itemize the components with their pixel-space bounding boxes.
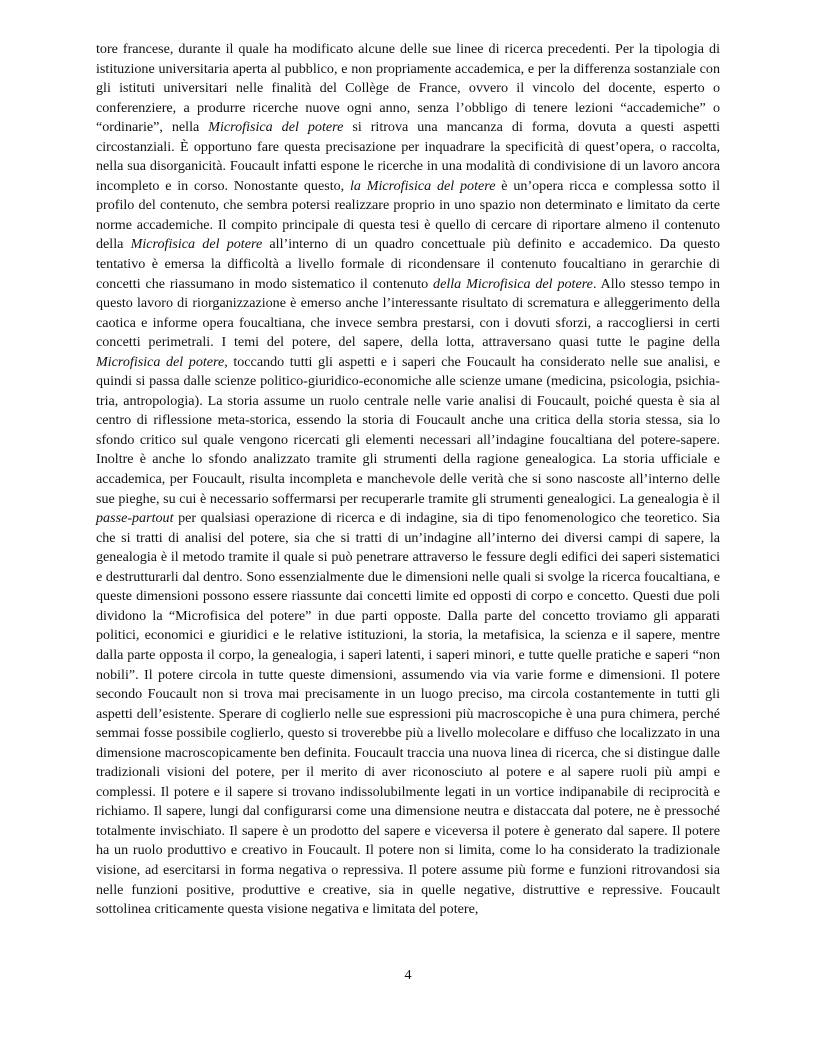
text-segment: si ritrova una mancanza di forma, dovuta a questi aspetti circostanziali. È opportuno fare questa precisazione per inquadrare la specificità di quest’opera, o raccolta, nella sua disorganicità. Foucault infatti espone le ricerche in una modalità di condivisione di un lavoro ancora incompleto e in corso. Nonostante questo, (96, 119, 720, 194)
italic-title: Microfisica del potere (130, 236, 263, 253)
text-segment: per qualsiasi operazione di ricerca e di indagine, sia di tipo fenomenologico che teoretico. Sia che si tratti di analisi del potere, sia che si tratti di un’indagine all’interno dei diversi campi di sapere, la genealogia è il metodo tramite il quale si può penetrare attraverso le fessure degli edifici dei saperi sistematici e destrutturarli dal dentro. Sono essenzialmente due le dimensioni nelle quali si svolge la ricerca foucaltiana, e queste dimensioni possono essere riassunte dai concetti limite ed opposti di corpo e concetto. Questi due poli dividono la “Microfisica del potere” in due parti opposte. Dalla parte del concetto troviamo gli apparati politici, economici e giuridici e le relative istituzioni, la storia, la metafisica, la scienza e il sapere, mentre dalla parte opposta il corpo, la genealogia, i saperi latenti, i saperi minori, e tutte quelle pratiche e saperi “non nobili”. Il potere circola in tutte queste dimensioni, assumendo via via varie forme e dimensioni. Il potere secondo Foucault non si trova mai precisamente in un luogo preciso, ma circola costantemente in tutti gli aspetti dell’esistente. Sperare di coglierlo nelle sue espressioni più macroscopiche è una pura chimera, perché semmai fosse possibile coglierlo, questo si troverebbe più a livello molecolare e diffuso che localizzato in una dimensione macroscopicamente ben definita. Foucault traccia una nuova linea di ricerca, che si distingue dalle tradizionali visioni del potere, per il merito di aver riconosciuto al potere e al sapere ruoli più ampi e complessi. Il potere e il sapere si trovano indissolubilmente legati in un vortice indipanabile di reciprocità e richiamo. Il sapere, lungi dal configurarsi come una dimensione neutra e distaccata dal potere, ne è pressoché totalmente invischiato. Il sapere è un prodotto del sapere e viceversa il potere è generato dal sapere. Il potere ha un ruolo produttivo e creativo in Foucault. Il potere non si limita, come lo ha considerato la tradizionale visione, ad esercitarsi in forma negativa o repressiva. Il potere assume più forme e funzioni ritrovandosi sia nelle funzioni positive, produttive e creative, sia in quelle negative, distruttive e repressive. Foucault sottolinea criticamente questa visione negativa e limitata del potere, (96, 510, 720, 918)
page-body (96, 40, 720, 920)
page-number: 4 (404, 968, 412, 983)
italic-title: Microfisica del potere (208, 119, 344, 136)
italic-title: Microfisica del potere (96, 353, 225, 370)
text-segment: tore francese, durante il quale ha modificato alcune delle sue linee di ricerca precedenti. Per la tipologia di istituzione universitaria aperta al pubblico, e non propriamente accademica, e per la differenza sostanziale con gli istituti universitari nelle finalità del Collège de France, ovvero il vincolo del docente, esperto o conferenziere, a produrre ricerche nuove ogni anno, senza l’obbligo di tenere lezioni “accademiche” o “ordinarie”, nella (96, 41, 720, 136)
italic-title: della Microfisica del potere (433, 275, 593, 292)
text-segment: è un’opera ricca e complessa sotto il profilo del contenuto, che sembra potersi realizzare proprio in uno spazio non determinato e limitato da certe norme accademiche. Il compito principale di questa tesi è quello di cercare di riportare almeno il contenuto della (96, 177, 720, 253)
italic-term: passe-partout (96, 510, 174, 527)
italic-title: la Microfisica del potere (349, 177, 496, 194)
text-segment: all’interno di un quadro concettuale più definito e accademico. Da questo tentativo è emersa la difficoltà a livello formale di ricondensare il contenuto foucaltiano in gerarchie di concetti che riassumano in modo sistematico il contenuto (96, 236, 720, 292)
text-segment: . Allo stesso tempo in questo lavoro di riorganizzazione è emerso anche l’interessante risultato di scrematura e alleggerimento della caotica e informe opera foucaltiana, che invece sembra prestarsi, con i dovuti sforzi, a raccogliersi in certi concetti perimetrali. I temi del potere, del sapere, della lotta, attraversano quasi tutte le pagine della (96, 275, 720, 351)
body-paragraph (96, 40, 720, 920)
text-segment: , toccando tutti gli aspetti e i saperi che Foucault ha considerato nelle sue analisi, e quindi si passa dalle scienze politico-giuridico-economiche alle scienze umane (medicina, psicologia, psichiatria, antropologia). La storia assume un ruolo centrale nelle varie analisi di Foucault, poiché questa è sia al centro di riflessione meta-storica, essendo la storia di Foucault anche una critica della storia stessa, sia lo sfondo critico sul quale vengono ricercati gli elementi necessari all’indagine foucaltiana del potere-sapere. Inoltre è anche lo sfondo analizzato tramite gli strumenti della ragione genealogica. La storia ufficiale e accademica, per Foucault, risulta incompleta e manchevole delle verità che si sono nascoste all’interno delle sue pieghe, su cui è necessario soffermarsi per recuperarle tramite gli strumenti genealogici. La genealogia è il (96, 353, 721, 507)
